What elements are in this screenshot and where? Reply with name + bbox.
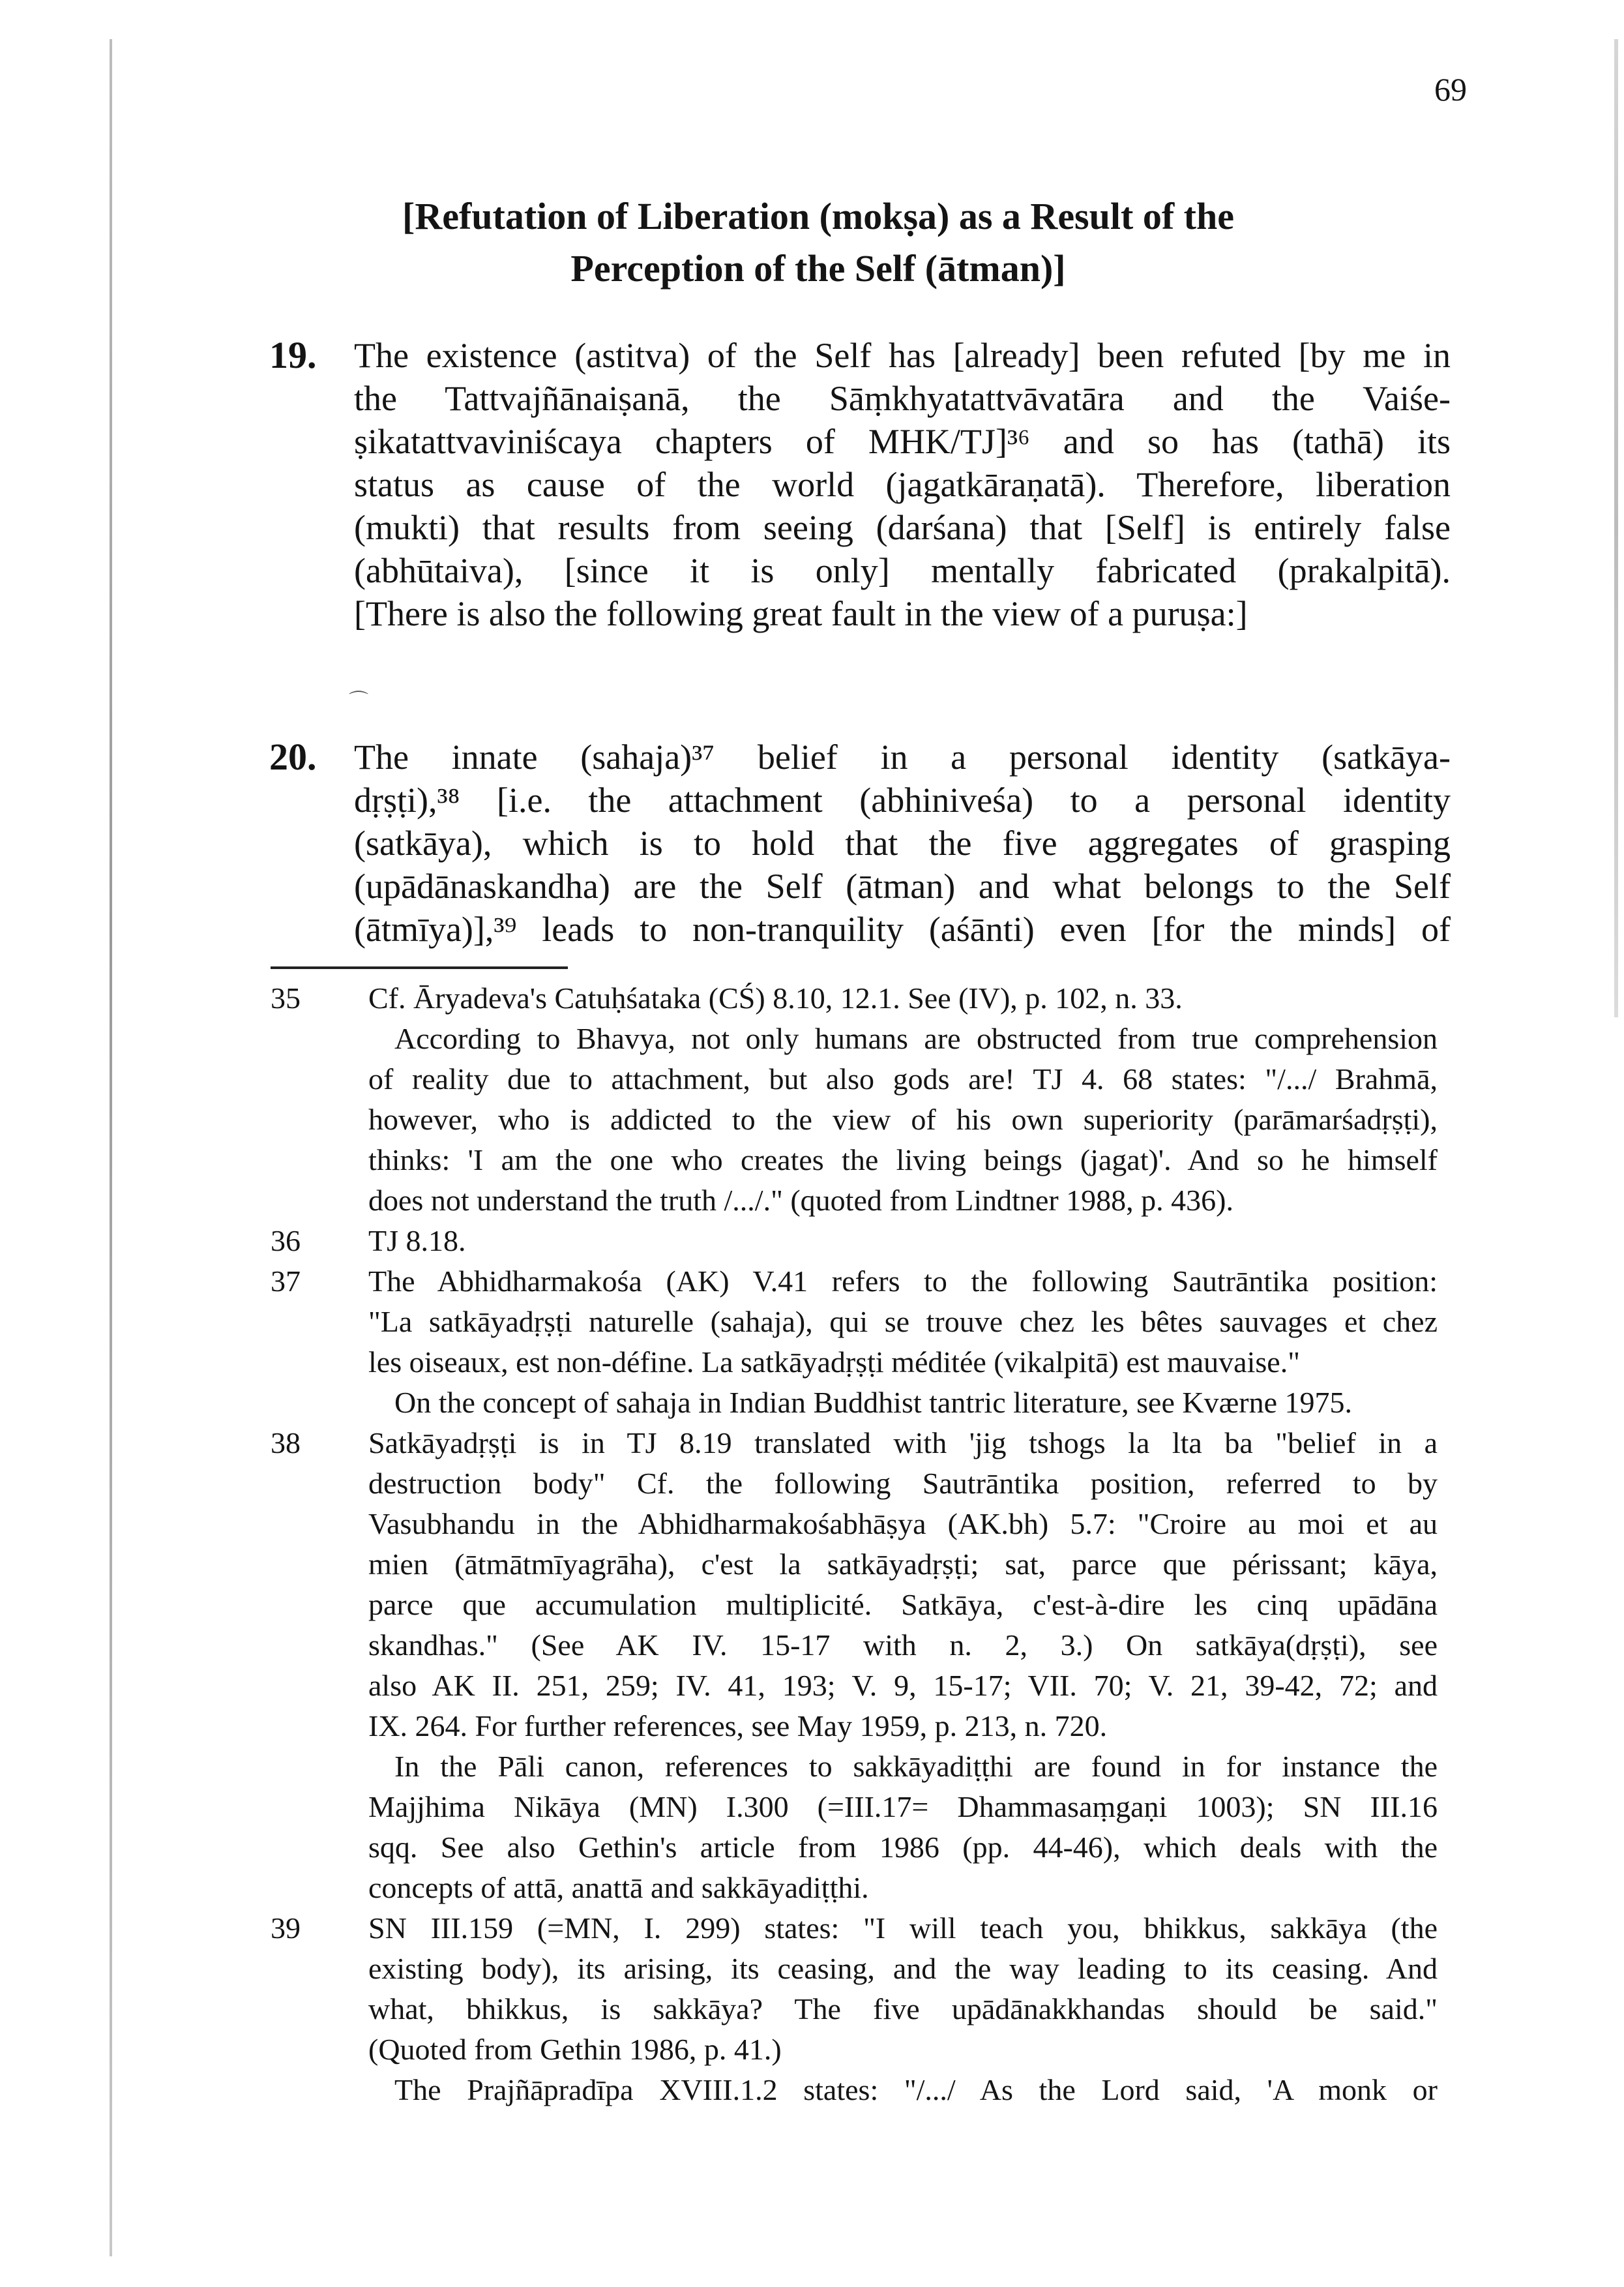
footnote-line: les oiseaux, est non-défine. La satkāyadṛṣṭi méditée (vikalpitā) est mauvaise."	[368, 1345, 1300, 1379]
footnote-line: According to Bhavya, not only humans are obstructed from true comprehension	[394, 1022, 1438, 1055]
verse-20	[271, 736, 1451, 951]
footnote-number: 39	[271, 1911, 301, 1945]
verse-line: (abhūtaiva), [since it is only] mentally fabricated (prakalpitā).	[354, 551, 1451, 590]
footnote-line: what, bhikkus, is sakkāya? The five upādānakkhandas should be said."	[368, 1992, 1438, 2025]
verse-line: (satkāya), which is to hold that the five aggregates of grasping	[354, 824, 1451, 863]
verse-line: (ātmīya)],³⁹ leads to non-tranquility (aśānti) even [for the minds] of	[354, 910, 1451, 949]
scan-edge-right	[1614, 39, 1618, 1017]
footnote-line: parce que accumulation multiplicité. Satkāya, c'est-à-dire les cinq upādāna	[368, 1588, 1438, 1621]
heading-line-2: Perception of the Self (ātman)]	[570, 247, 1066, 290]
footnote-separator	[271, 966, 568, 969]
footnote-line: also AK II. 251, 259; IV. 41, 193; V. 9, 15-17; VII. 70; V. 21, 39-42, 72; and	[368, 1669, 1438, 1702]
footnote-line: Cf. Āryadeva's Catuḥśataka (CŚ) 8.10, 12.1. See (IV), p. 102, n. 33.	[368, 981, 1183, 1015]
footnote-39	[271, 1908, 1438, 2110]
verse-line: dṛṣṭi),³⁸ [i.e. the attachment (abhiniveśa) to a personal identity	[354, 781, 1451, 820]
footnote-line: Satkāyadṛṣṭi is in TJ 8.19 translated with 'jig tshogs la lta ba "belief in a	[368, 1426, 1438, 1459]
footnote-line: The Prajñāpradīpa XVIII.1.2 states: "/.../ As the Lord said, 'A monk or	[394, 2073, 1438, 2106]
verse-number: 20.	[269, 736, 317, 778]
footnote-number: 35	[271, 981, 301, 1015]
footnote-line: On the concept of sahaja in Indian Buddhist tantric literature, see Kværne 1975.	[394, 1386, 1353, 1419]
footnote-line: concepts of attā, anattā and sakkāyadiṭṭhi.	[368, 1871, 869, 1904]
footnote-36	[271, 1221, 1438, 1261]
footnote-line: thinks: 'I am the one who creates the living beings (jagat)'. And so he himself	[368, 1143, 1438, 1176]
footnote-line: mien (ātmātmīyagrāha), c'est la satkāyadṛṣṭi; sat, parce que périssant; kāya,	[368, 1547, 1438, 1581]
verse-line: (upādānaskandha) are the Self (ātman) and what belongs to the Self	[354, 867, 1451, 906]
stray-pen-mark: ⌒	[349, 691, 368, 712]
verse-line: [There is also the following great fault in the view of a puruṣa:]	[354, 594, 1248, 633]
footnote-number: 37	[271, 1264, 301, 1298]
footnote-number: 36	[271, 1224, 301, 1257]
footnote-line: destruction body" Cf. the following Sautrāntika position, referred to by	[368, 1467, 1438, 1500]
footnote-number: 38	[271, 1426, 301, 1459]
section-heading	[248, 190, 1389, 295]
verse-line: (mukti) that results from seeing (darśana) that [Self] is entirely false	[354, 508, 1451, 547]
footnote-line: of reality due to attachment, but also gods are! TJ 4. 68 states: "/.../ Brahmā,	[368, 1062, 1438, 1096]
verse-line: The innate (sahaja)³⁷ belief in a personal identity (satkāya-	[354, 738, 1451, 777]
footnote-line: existing body), its arising, its ceasing, and the way leading to its ceasing. And	[368, 1952, 1438, 1985]
verse-line: ṣikatattvaviniścaya chapters of MHK/TJ]³⁶ and so has (tathā) its	[354, 422, 1451, 461]
footnote-line: however, who is addicted to the view of his own superiority (parāmarśadṛṣṭi),	[368, 1103, 1438, 1136]
verse-line: status as cause of the world (jagatkāraṇatā). Therefore, liberation	[354, 465, 1451, 504]
footnote-35	[271, 978, 1438, 1221]
footnote-line: "La satkāyadṛṣṭi naturelle (sahaja), qui se trouve chez les bêtes sauvages et chez	[368, 1305, 1438, 1338]
footnote-line: sqq. See also Gethin's article from 1986 (pp. 44-46), which deals with the	[368, 1831, 1438, 1864]
footnote-line: Majjhima Nikāya (MN) I.300 (=III.17= Dhammasaṃgaṇi 1003); SN III.16	[368, 1790, 1438, 1823]
verse-line: The existence (astitva) of the Self has [already] been refuted [by me in	[354, 336, 1451, 375]
footnote-line: does not understand the truth /.../." (quoted from Lindtner 1988, p. 436).	[368, 1184, 1233, 1217]
scan-edge-left	[110, 39, 112, 2256]
page-number: 69	[1434, 71, 1467, 108]
footnote-line: Vasubhandu in the Abhidharmakośabhāṣya (AK.bh) 5.7: "Croire au moi et au	[368, 1507, 1438, 1540]
footnote-line: IX. 264. For further references, see May 1959, p. 213, n. 720.	[368, 1709, 1108, 1742]
footnote-line: skandhas." (See AK IV. 15-17 with n. 2, 3.) On satkāya(dṛṣṭi), see	[368, 1628, 1438, 1662]
footnote-line: (Quoted from Gethin 1986, p. 41.)	[368, 2033, 782, 2066]
verse-line: the Tattvajñānaiṣanā, the Sāṃkhyatattvāvatāra and the Vaiśe-	[354, 379, 1451, 418]
footnote-38	[271, 1423, 1438, 1908]
verse-19	[271, 334, 1451, 635]
footnote-line: In the Pāli canon, references to sakkāyadiṭṭhi are found in for instance the	[394, 1750, 1438, 1783]
footnotes	[271, 978, 1438, 2110]
footnote-line: SN III.159 (=MN, I. 299) states: "I will teach you, bhikkus, sakkāya (the	[368, 1911, 1438, 1945]
footnote-line: The Abhidharmakośa (AK) V.41 refers to the following Sautrāntika position:	[368, 1264, 1438, 1298]
verse-number: 19.	[269, 334, 317, 376]
footnote-line: TJ 8.18.	[368, 1224, 466, 1257]
heading-line-1: [Refutation of Liberation (mokṣa) as a Result of the	[402, 195, 1234, 237]
footnote-37	[271, 1261, 1438, 1423]
